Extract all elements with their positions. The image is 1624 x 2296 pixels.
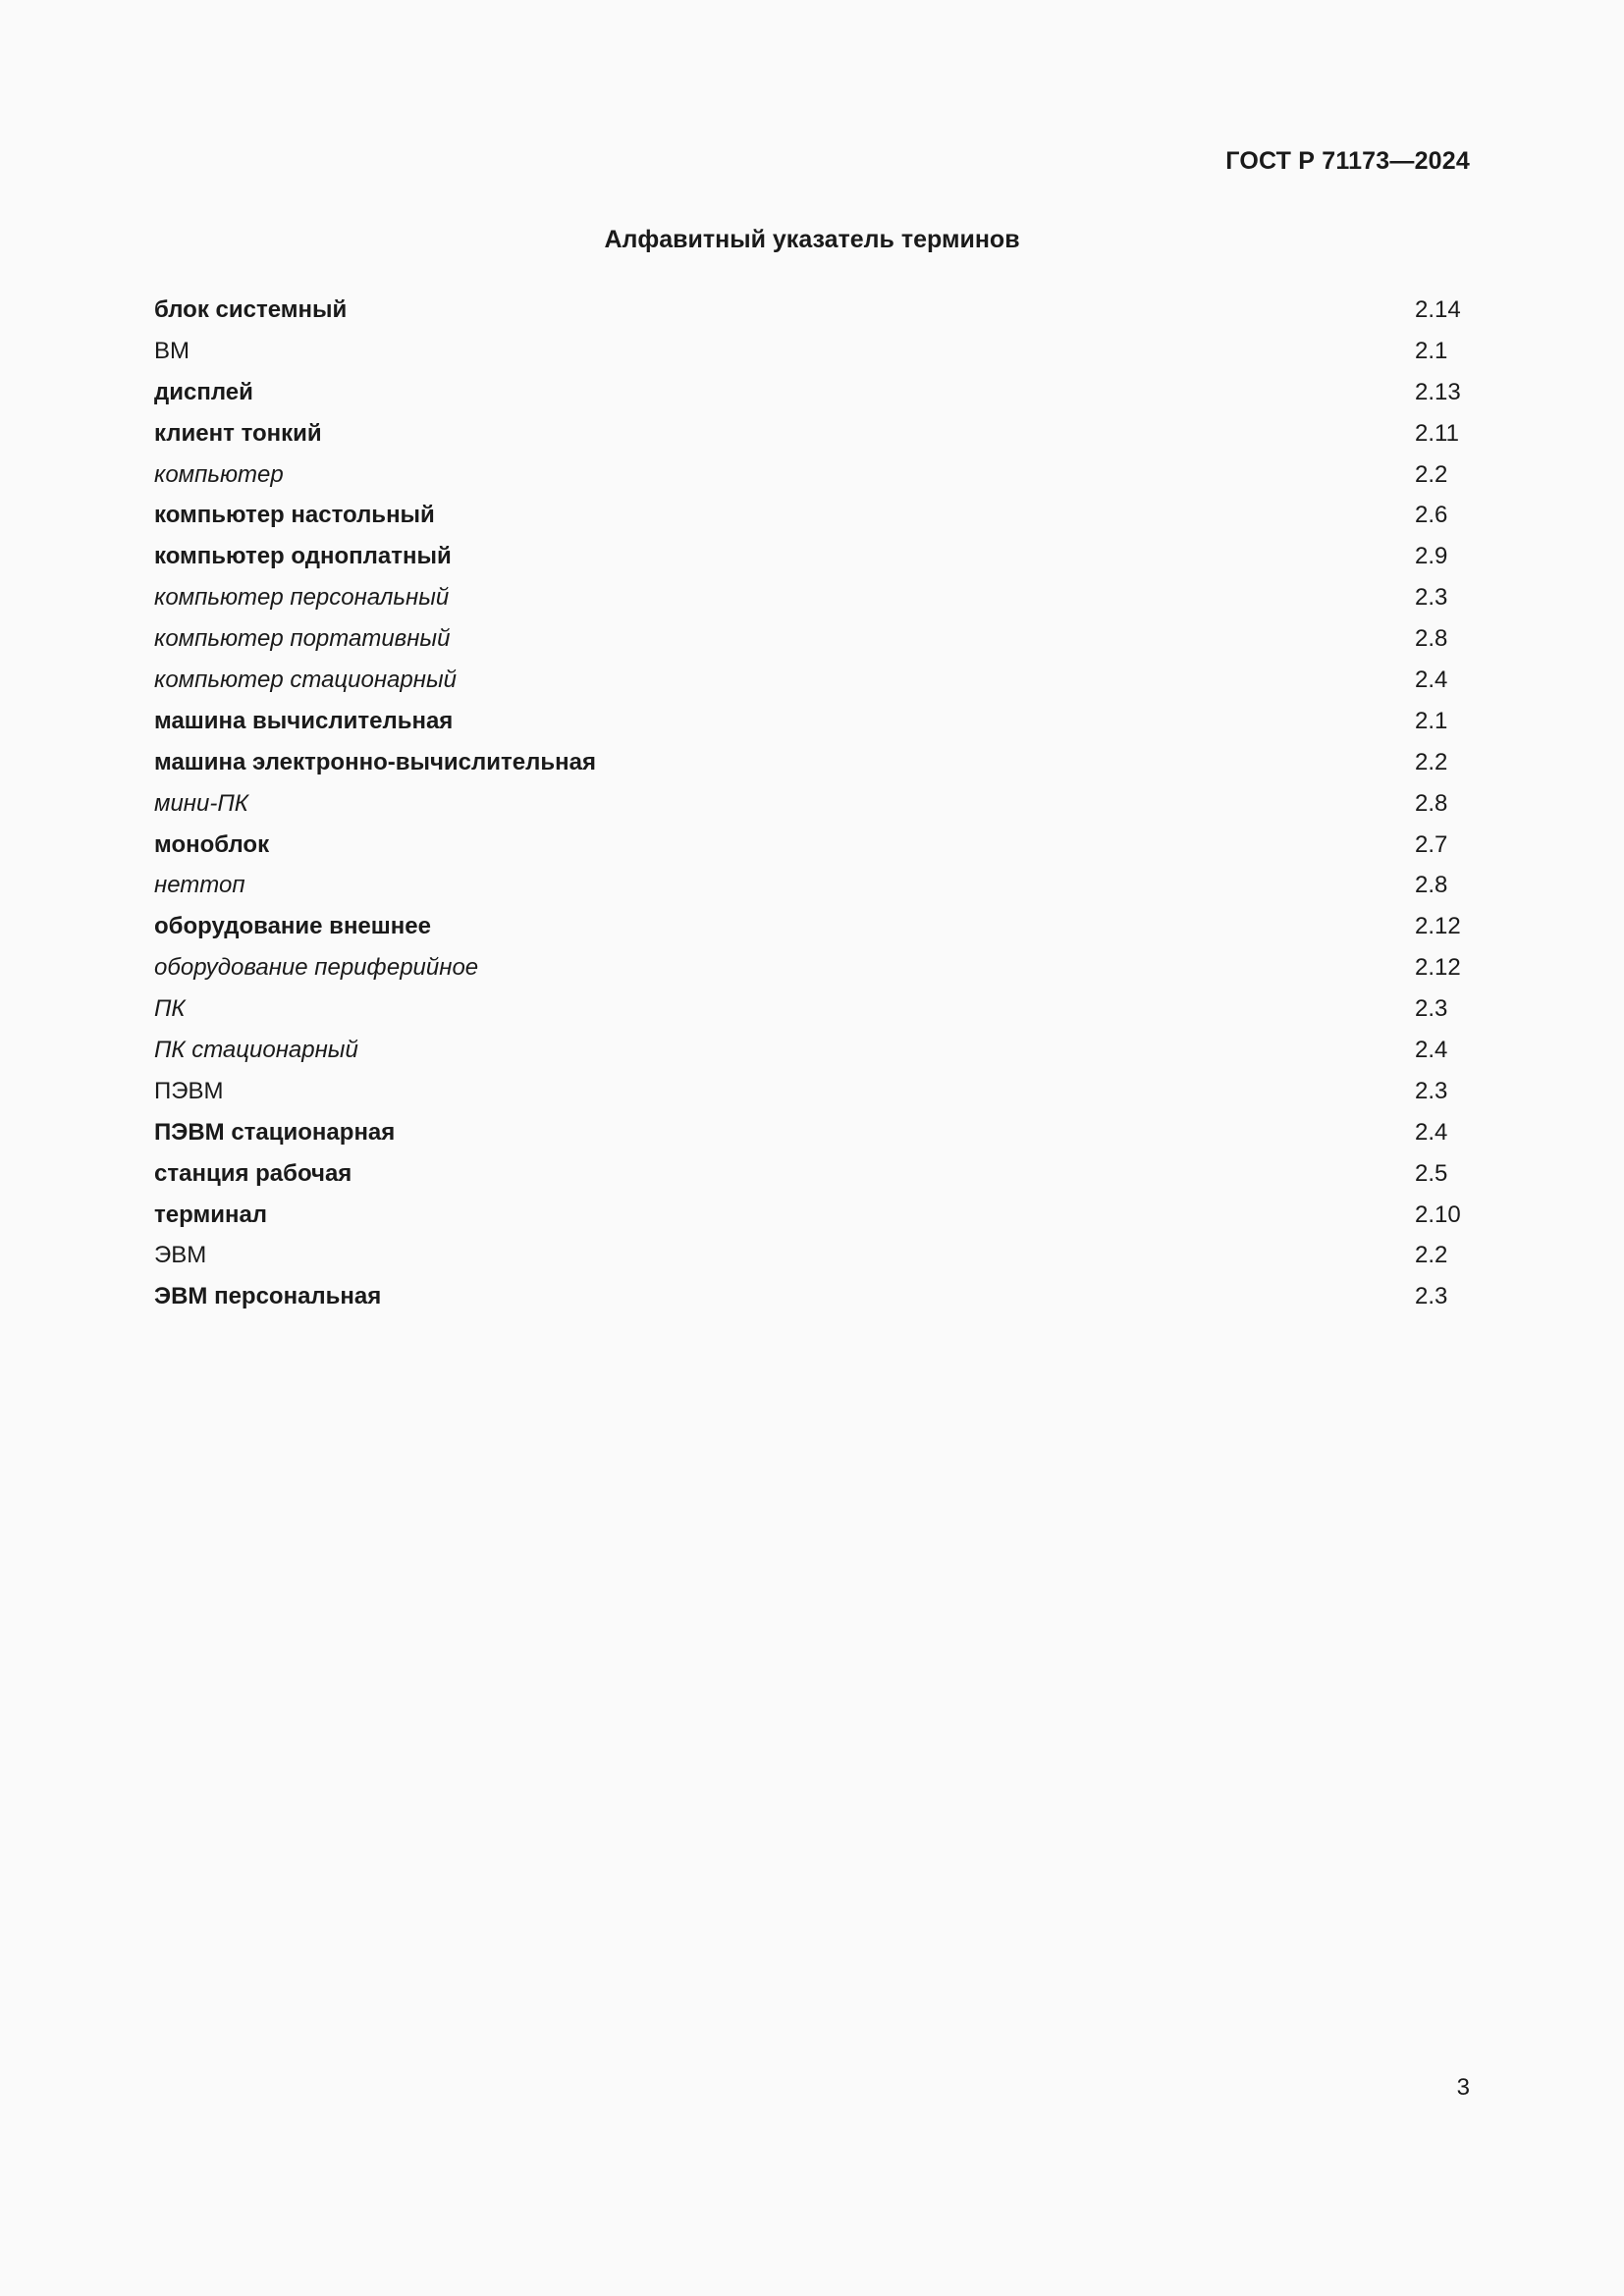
index-entry bbox=[154, 1158, 1470, 1200]
index-section-ref: 2.12 bbox=[1415, 913, 1461, 940]
index-section-ref: 2.8 bbox=[1415, 625, 1448, 653]
index-section-ref: 2.1 bbox=[1415, 337, 1448, 364]
index-entry bbox=[154, 829, 1470, 871]
index-section-ref: 2.13 bbox=[1415, 378, 1461, 405]
index-section-ref: 2.2 bbox=[1415, 460, 1448, 488]
index-term: моноблок bbox=[154, 830, 270, 858]
index-term: компьютер одноплатный bbox=[154, 543, 452, 570]
index-term: ПЭВМ стационарная bbox=[154, 1118, 396, 1146]
index-term: ПЭВМ bbox=[154, 1077, 224, 1104]
index-entry bbox=[154, 377, 1470, 418]
index-entry bbox=[154, 1076, 1470, 1117]
index-entry bbox=[154, 952, 1470, 993]
index-entry bbox=[154, 747, 1470, 788]
index-term: ВМ bbox=[154, 337, 189, 364]
index-entry bbox=[154, 911, 1470, 952]
index-entry bbox=[154, 665, 1470, 706]
index-term: компьютер персональный bbox=[154, 584, 450, 612]
index-entry bbox=[154, 294, 1470, 336]
index-term: станция рабочая bbox=[154, 1159, 352, 1187]
index-entry bbox=[154, 993, 1470, 1035]
index-section-ref: 2.9 bbox=[1415, 543, 1448, 570]
index-term: машина вычислительная bbox=[154, 707, 454, 734]
index-section-ref: 2.11 bbox=[1415, 419, 1459, 447]
index-section-ref: 2.12 bbox=[1415, 954, 1461, 982]
index-term: ПК bbox=[154, 995, 186, 1023]
page-title: Алфавитный указатель терминов bbox=[604, 226, 1020, 253]
index-entry bbox=[154, 788, 1470, 829]
standard-id-header: ГОСТ Р 71173—2024 bbox=[1225, 147, 1470, 175]
index-entry bbox=[154, 1240, 1470, 1281]
index-term: ЭВМ персональная bbox=[154, 1283, 382, 1310]
index-term: компьютер настольный bbox=[154, 502, 435, 529]
index-section-ref: 2.1 bbox=[1415, 707, 1448, 734]
index-term: компьютер стационарный bbox=[154, 667, 457, 694]
index-term: ЭВМ bbox=[154, 1242, 207, 1269]
index-term: блок системный bbox=[154, 296, 348, 323]
index-section-ref: 2.4 bbox=[1415, 1037, 1448, 1064]
index-section-ref: 2.3 bbox=[1415, 995, 1448, 1023]
index-entry bbox=[154, 1281, 1470, 1322]
index-section-ref: 2.6 bbox=[1415, 502, 1448, 529]
index-section-ref: 2.5 bbox=[1415, 1159, 1448, 1187]
index-term: оборудование периферийное bbox=[154, 954, 479, 982]
index-section-ref: 2.14 bbox=[1415, 296, 1461, 323]
index-entry bbox=[154, 623, 1470, 665]
index-entry bbox=[154, 541, 1470, 582]
index-term: компьютер портативный bbox=[154, 625, 451, 653]
index-entry bbox=[154, 1035, 1470, 1076]
index-entry bbox=[154, 500, 1470, 541]
index-entry bbox=[154, 418, 1470, 459]
index-section-ref: 2.4 bbox=[1415, 1118, 1448, 1146]
index-entry bbox=[154, 336, 1470, 377]
index-section-ref: 2.3 bbox=[1415, 1283, 1448, 1310]
index-section-ref: 2.4 bbox=[1415, 667, 1448, 694]
index-entry bbox=[154, 706, 1470, 747]
index-entry bbox=[154, 1200, 1470, 1241]
index-term: компьютер bbox=[154, 460, 284, 488]
index-term: мини-ПК bbox=[154, 789, 248, 817]
index-section-ref: 2.3 bbox=[1415, 1077, 1448, 1104]
index-term: оборудование внешнее bbox=[154, 913, 431, 940]
index-section-ref: 2.2 bbox=[1415, 748, 1448, 775]
index-section-ref: 2.7 bbox=[1415, 830, 1448, 858]
index-section-ref: 2.8 bbox=[1415, 872, 1448, 899]
index-section-ref: 2.10 bbox=[1415, 1201, 1461, 1228]
index-section-ref: 2.2 bbox=[1415, 1242, 1448, 1269]
index-term: ПК стационарный bbox=[154, 1037, 358, 1064]
index-entry bbox=[154, 1117, 1470, 1158]
index-term: дисплей bbox=[154, 378, 253, 405]
index-entry bbox=[154, 582, 1470, 623]
index-entry bbox=[154, 870, 1470, 911]
index-section-ref: 2.3 bbox=[1415, 584, 1448, 612]
term-index-list bbox=[154, 294, 1470, 1322]
index-term: неттоп bbox=[154, 872, 245, 899]
index-term: машина электронно-вычислительная bbox=[154, 748, 596, 775]
index-entry bbox=[154, 459, 1470, 501]
index-section-ref: 2.8 bbox=[1415, 789, 1448, 817]
index-term: терминал bbox=[154, 1201, 268, 1228]
page-number: 3 bbox=[1456, 2074, 1470, 2101]
index-term: клиент тонкий bbox=[154, 419, 322, 447]
